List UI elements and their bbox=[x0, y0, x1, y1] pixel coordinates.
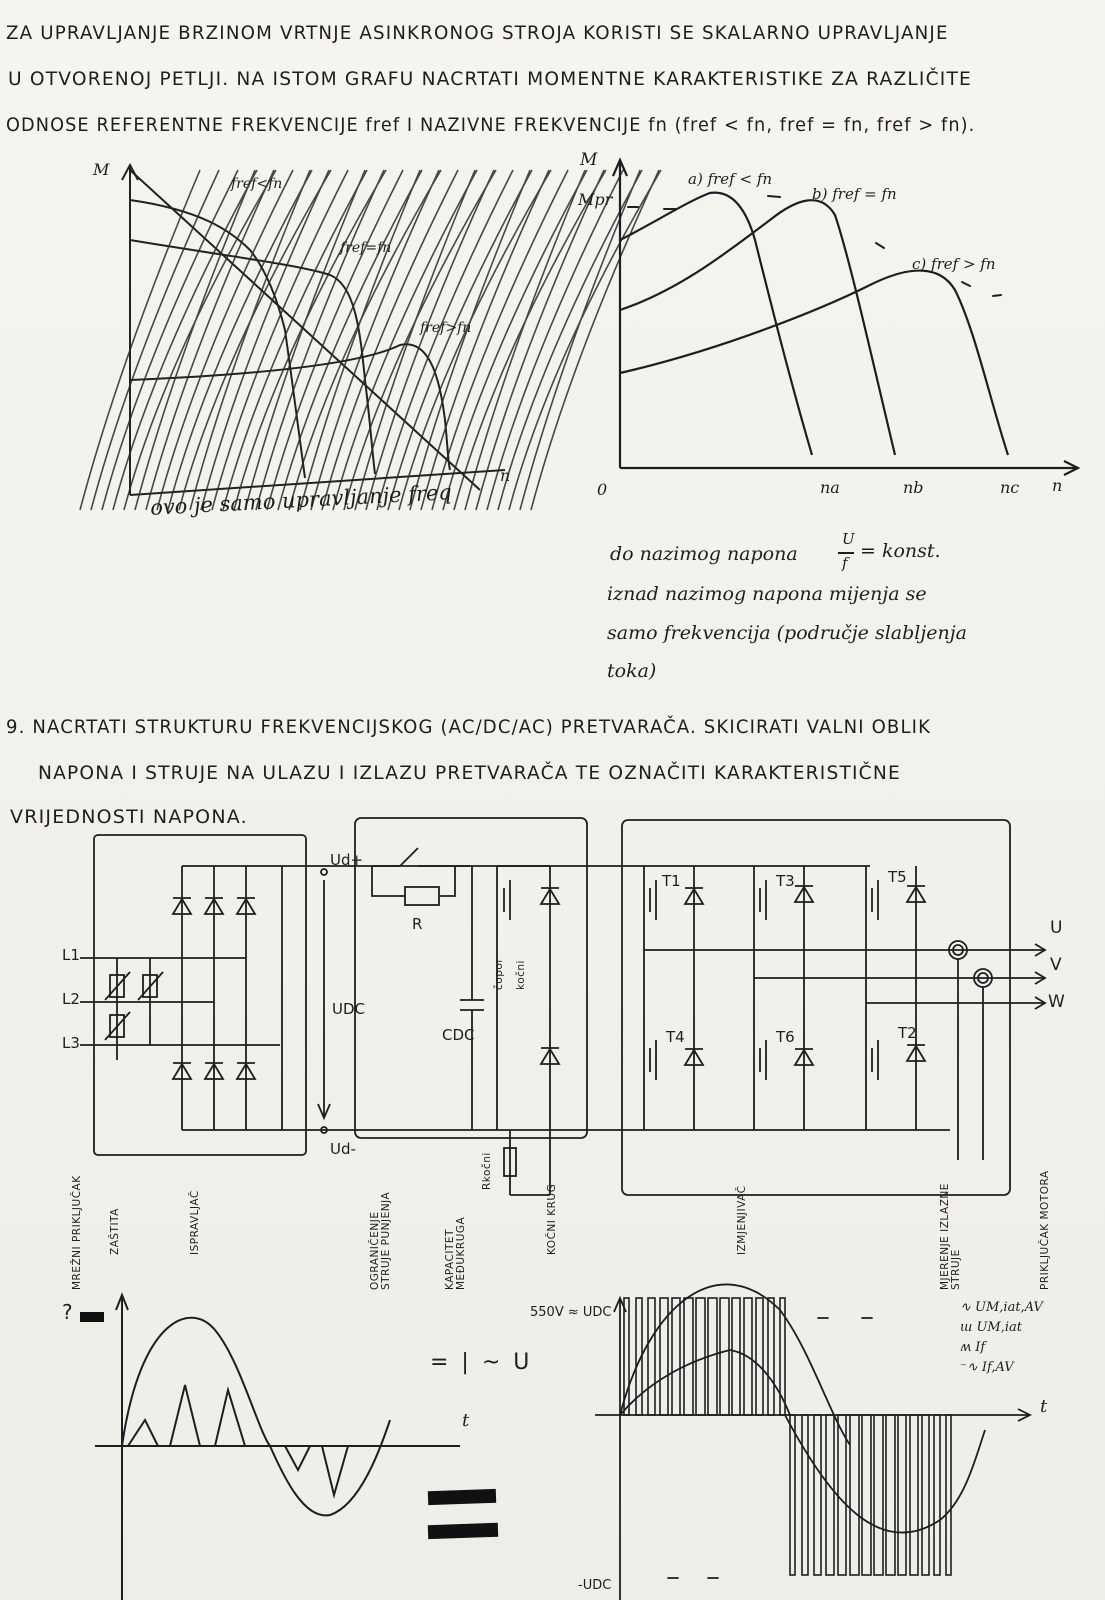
pwm-pulse-negative bbox=[898, 1415, 906, 1575]
note-line-2: iznad nazimog napona mijenja se bbox=[607, 583, 927, 605]
input-l3: L3 bbox=[62, 1034, 80, 1052]
pwm-pulse-negative bbox=[826, 1415, 834, 1575]
block-label-motor: PRIKLJUČAK MOTORA bbox=[1039, 1170, 1051, 1290]
pwm-pulse-positive bbox=[756, 1298, 763, 1415]
pwm-pulse-negative bbox=[934, 1415, 940, 1575]
block-label-charging-limit: OGRANIČENJE STRUJE PUNJENJA bbox=[369, 1191, 392, 1290]
dc-voltage-label: UDC bbox=[332, 1000, 366, 1018]
right-curve-label-a: a) fref < fn bbox=[688, 170, 773, 188]
left-curve-label-3: fref>fn bbox=[420, 320, 472, 336]
transistor-t3: T3 bbox=[776, 872, 795, 890]
right-tick-nb: nb bbox=[903, 478, 924, 497]
right-graph-mpr-label: Mpr bbox=[578, 190, 613, 209]
transistor-t1: T1 bbox=[662, 872, 681, 890]
right-curve-label-b: b) fref = fn bbox=[812, 185, 897, 203]
right-graph-x-label: n bbox=[1052, 476, 1063, 495]
note-line-3: samo frekvencija (područje slabljenja bbox=[607, 622, 967, 644]
q8-line-2: U OTVORENOJ PETLJI. NA ISTOM GRAFU NACRTATI MOMENTNE KARAKTERISTIKE ZA RAZLIČITE bbox=[8, 68, 972, 90]
block-label-grid: MREŽNI PRIKLJUČAK bbox=[71, 1175, 83, 1290]
note-line-4: toka) bbox=[607, 660, 657, 682]
transistor-t5: T5 bbox=[888, 868, 907, 886]
input-wave-question: ? bbox=[62, 1300, 73, 1324]
pwm-pulse-negative bbox=[850, 1415, 859, 1575]
pwm-pulse-positive bbox=[648, 1298, 655, 1415]
output-legend-1: ∿ UM,iat,AV bbox=[960, 1300, 1043, 1315]
pwm-pulse-positive bbox=[672, 1298, 680, 1415]
pwm-pulse-positive bbox=[768, 1298, 774, 1415]
input-wave-symbols: = | ~ U bbox=[430, 1350, 533, 1375]
q9-line-1: 9. NACRTATI STRUKTURU FREKVENCIJSKOG (AC/DC/AC) PRETVARAČA. SKICIRATI VALNI OBLIK bbox=[6, 716, 932, 738]
left-graph-y-label: M bbox=[93, 160, 110, 179]
pwm-pulse-positive bbox=[696, 1298, 705, 1415]
note-fraction-tail: = konst. bbox=[860, 540, 941, 562]
left-graph-x-label: n bbox=[500, 466, 511, 485]
note-fraction-num: U bbox=[842, 530, 855, 548]
chopper-label-1: čopor bbox=[493, 957, 505, 990]
capacitor-label: CDC bbox=[442, 1026, 475, 1044]
pwm-pulse-negative bbox=[946, 1415, 951, 1575]
right-graph-origin: 0 bbox=[597, 480, 608, 499]
block-label-inverter: IZMJENJIVAČ bbox=[736, 1185, 748, 1255]
dc-plus-label: Ud+ bbox=[330, 851, 364, 869]
pwm-pulse-negative bbox=[874, 1415, 883, 1575]
pwm-pulse-positive bbox=[720, 1298, 729, 1415]
brake-resistor-label: Rkočni bbox=[481, 1152, 493, 1190]
pwm-pulse-negative bbox=[886, 1415, 895, 1575]
right-curve-label-c: c) fref > fn bbox=[912, 255, 996, 273]
q8-line-3: ODNOSE REFERENTNE FREKVENCIJE fref I NAZIVNE FREKVENCIJE fn (fref < fn, fref = fn, fref > fn). bbox=[6, 114, 976, 136]
pwm-pulse-positive bbox=[684, 1298, 693, 1415]
right-graph-y-label: M bbox=[580, 150, 598, 170]
output-wave-neg-udc-label: -UDC bbox=[578, 1578, 612, 1593]
transistor-t2: T2 bbox=[898, 1024, 917, 1042]
dc-minus-label: Ud- bbox=[330, 1140, 356, 1158]
pwm-pulse-negative bbox=[802, 1415, 808, 1575]
block-label-current-measure: MJERENJE IZLAZNE STRUJE bbox=[939, 1183, 962, 1290]
output-legend-4: ⁻∿ If,AV bbox=[960, 1360, 1014, 1375]
pwm-pulse-positive bbox=[624, 1298, 629, 1415]
input-l1: L1 bbox=[62, 946, 80, 964]
block-label-brake: KOČNI KRUG bbox=[546, 1183, 558, 1255]
output-wave-t-label: t bbox=[1040, 1396, 1048, 1417]
note-fraction-den: f bbox=[842, 554, 848, 572]
left-curve-label-2: fref=fn bbox=[340, 240, 392, 256]
output-legend-2: ш UM,iat bbox=[960, 1320, 1022, 1335]
right-tick-nc: nc bbox=[1000, 478, 1020, 497]
pwm-pulse-negative bbox=[838, 1415, 846, 1575]
input-l2: L2 bbox=[62, 990, 80, 1008]
left-curve-label-1: fref<fn bbox=[231, 176, 283, 192]
block-label-protection: ZAŠTITA bbox=[109, 1208, 121, 1255]
pwm-pulse-negative bbox=[790, 1415, 795, 1575]
output-u: U bbox=[1050, 918, 1063, 938]
q8-line-1: ZA UPRAVLJANJE BRZINOM VRTNJE ASINKRONOG STROJA KORISTI SE SKALARNO UPRAVLJANJE bbox=[6, 22, 949, 44]
pwm-pulse-negative bbox=[910, 1415, 918, 1575]
left-crossed-note: ovo je samo upravljanje freq bbox=[149, 480, 453, 520]
q9-line-2: NAPONA I STRUJE NA ULAZU I IZLAZU PRETVARAČA TE OZNAČITI KARAKTERISTIČNE bbox=[38, 762, 901, 784]
pwm-pulse-positive bbox=[732, 1298, 740, 1415]
q9-line-3: VRIJEDNOSTI NAPONA. bbox=[10, 806, 248, 828]
output-wave-udc-label: 550V ≈ UDC bbox=[530, 1305, 612, 1320]
right-tick-na: na bbox=[820, 478, 840, 497]
pwm-pulse-negative bbox=[862, 1415, 871, 1575]
output-legend-3: ʍ If bbox=[960, 1340, 986, 1355]
chopper-label-2: kočni bbox=[515, 960, 527, 990]
pwm-pulse-negative bbox=[814, 1415, 821, 1575]
block-label-dc-link: KAPACITET MEĐUKRUGA bbox=[444, 1216, 467, 1290]
output-v: V bbox=[1050, 955, 1062, 975]
charging-resistor-label: R bbox=[412, 915, 423, 933]
transistor-t6: T6 bbox=[776, 1028, 795, 1046]
transistor-t4: T4 bbox=[666, 1028, 685, 1046]
input-wave-t-label: t bbox=[462, 1410, 470, 1431]
note-line-1: do nazimog napona bbox=[610, 543, 798, 565]
block-label-rectifier: ISPRAVLJAČ bbox=[189, 1190, 201, 1255]
output-w: W bbox=[1048, 992, 1065, 1012]
pwm-pulse-negative bbox=[922, 1415, 929, 1575]
